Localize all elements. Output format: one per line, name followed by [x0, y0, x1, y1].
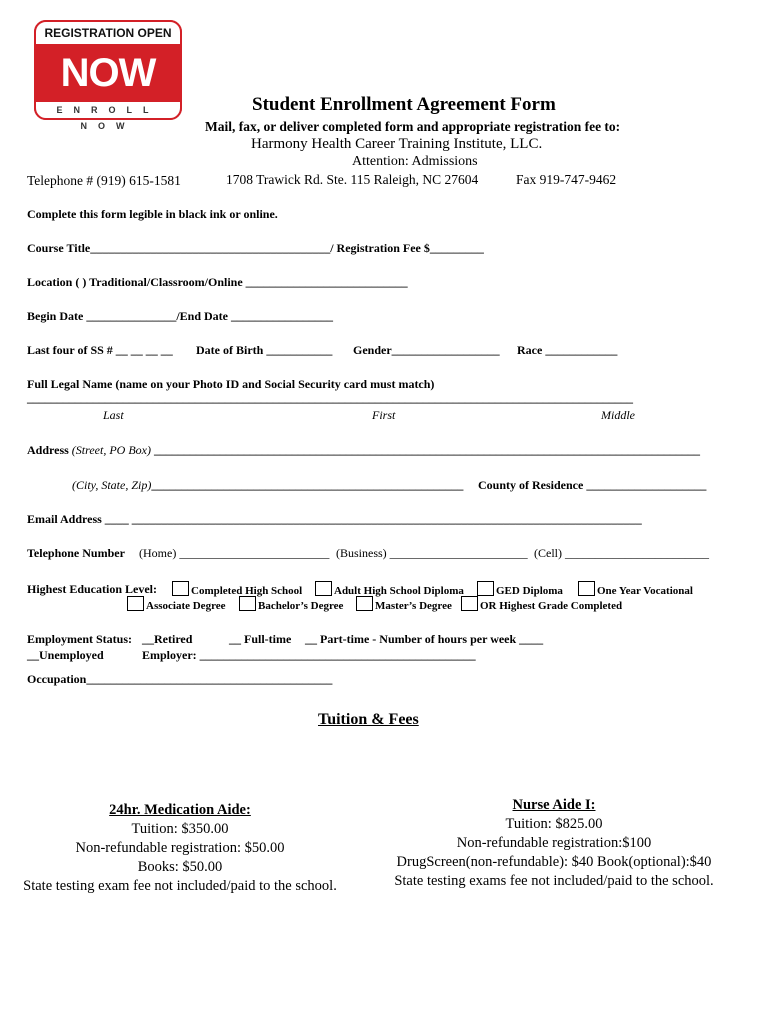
nurse-aide-registration: Non-refundable registration:$100 — [456, 835, 652, 851]
address-city-field[interactable] — [72, 478, 478, 493]
begin-end-date-field[interactable]: Begin Date _______________/End Date _________________ — [27, 309, 333, 323]
emp-retired-option[interactable]: __Retired — [142, 632, 193, 646]
med-aide-title: 24hr. Medication Aide: — [109, 802, 251, 818]
city-line: ____________________________________________________ — [151, 478, 464, 492]
gender-field[interactable]: Gender__________________ — [353, 343, 500, 357]
nurse-aide-drugscreen-book: DrugScreen(non-refundable): $40 Book(optional):$40 — [396, 854, 712, 870]
race-field[interactable]: Race ____________ — [517, 343, 618, 357]
legal-name-field[interactable]: _____________________________________________________________________________________________________ — [27, 391, 633, 405]
emp-fulltime-option[interactable]: __ Full-time — [229, 632, 292, 646]
date-of-birth-field[interactable]: Date of Birth ___________ — [196, 343, 333, 357]
attention-line: Attention: Admissions — [352, 154, 478, 169]
address-label: Address — [27, 443, 69, 457]
ss-last-four-field[interactable]: Last four of SS # __ __ __ __ — [27, 343, 173, 357]
occupation-field[interactable]: Occupation_________________________________________ — [27, 672, 333, 686]
page-title: Student Enrollment Agreement Form — [252, 94, 556, 115]
checkbox[interactable] — [127, 596, 144, 611]
name-last-caption: Last — [103, 408, 124, 422]
telephone-number: Telephone # (919) 615-1581 — [27, 173, 181, 188]
employment-label: Employment Status: — [27, 632, 133, 646]
legal-name-label: Full Legal Name (name on your Photo ID and Social Security card must match) — [27, 377, 435, 391]
address-line: ___________________________________________________________________________________________ — [154, 443, 700, 457]
ink-note: Complete this form legible in black ink or online. — [27, 207, 278, 221]
logo-bottom-text: ENROLL NOW — [34, 100, 182, 120]
phone-business-field[interactable]: (Business) _______________________ — [336, 546, 528, 560]
phone-home-field[interactable]: (Home) _________________________ — [139, 546, 330, 560]
course-title-field[interactable]: Course Title________________________________________/ Registration Fee $_________ — [27, 241, 484, 255]
edu-highest-grade[interactable]: OR Highest Grade Completed — [461, 596, 622, 612]
name-first-caption: First — [372, 408, 396, 422]
logo-main-text: NOW — [60, 51, 156, 95]
med-aide-registration: Non-refundable registration: $50.00 — [75, 840, 285, 856]
checkbox[interactable] — [172, 581, 189, 596]
emp-parttime-option[interactable]: __ Part-time - Number of hours per week ____ — [305, 632, 544, 646]
address-hint: (Street, PO Box) — [71, 443, 151, 457]
phone-label: Telephone Number — [27, 546, 125, 560]
emp-unemployed-option[interactable]: __Unemployed — [27, 648, 104, 662]
medication-aide-block — [0, 801, 360, 896]
edu-completed-high-school[interactable]: Completed High School — [172, 581, 302, 597]
nurse-aide-tuition: Tuition: $825.00 — [505, 816, 603, 832]
edu-bachelors[interactable]: Bachelor’s Degree — [239, 596, 343, 612]
mailing-address: 1708 Trawick Rd. Ste. 115 Raleigh, NC 27604 — [226, 172, 479, 187]
edu-associate[interactable]: Associate Degree — [127, 596, 226, 612]
edu-masters[interactable]: Master’s Degree — [356, 596, 452, 612]
med-aide-tuition: Tuition: $350.00 — [131, 821, 229, 837]
employer-field[interactable]: Employer: ______________________________________________ — [142, 648, 476, 662]
checkbox[interactable] — [477, 581, 494, 596]
location-field[interactable]: Location ( ) Traditional/Classroom/Online ___________________________ — [27, 275, 408, 289]
nurse-aide-title: Nurse Aide I: — [512, 797, 596, 813]
nurse-aide-block — [368, 796, 740, 891]
edu-one-year-vocational[interactable]: One Year Vocational — [578, 581, 693, 597]
city-hint: (City, State, Zip) — [72, 478, 152, 492]
checkbox[interactable] — [356, 596, 373, 611]
phone-cell-field[interactable]: (Cell) ________________________ — [534, 546, 709, 560]
email-field[interactable]: Email Address ____ _____________________________________________________________________________________ — [27, 512, 642, 526]
tuition-heading: Tuition & Fees — [318, 711, 419, 728]
med-aide-testing-note: State testing exam fee not included/paid to the school. — [23, 878, 337, 894]
edu-adult-high-school[interactable]: Adult High School Diploma — [315, 581, 464, 597]
telephone-number-row — [27, 546, 131, 561]
logo-top-text: REGISTRATION OPEN — [34, 20, 182, 46]
checkbox[interactable] — [239, 596, 256, 611]
nurse-aide-testing-note: State testing exams fee not included/paid to the school. — [394, 873, 714, 889]
edu-ged[interactable]: GED Diploma — [477, 581, 563, 597]
med-aide-books: Books: $50.00 — [137, 859, 223, 875]
name-middle-caption: Middle — [601, 408, 635, 422]
county-of-residence-field[interactable]: County of Residence ____________________ — [478, 478, 707, 492]
mail-instruction: Mail, fax, or deliver completed form and appropriate registration fee to: — [205, 119, 621, 134]
address-street-field[interactable] — [27, 443, 720, 458]
checkbox[interactable] — [461, 596, 478, 611]
checkbox[interactable] — [315, 581, 332, 596]
org-name: Harmony Health Career Training Institute, LLC. — [251, 136, 543, 152]
education-label: Highest Education Level: — [27, 582, 158, 596]
fax-number: Fax 919-747-9462 — [516, 172, 617, 187]
registration-open-logo — [34, 20, 182, 131]
checkbox[interactable] — [578, 581, 595, 596]
